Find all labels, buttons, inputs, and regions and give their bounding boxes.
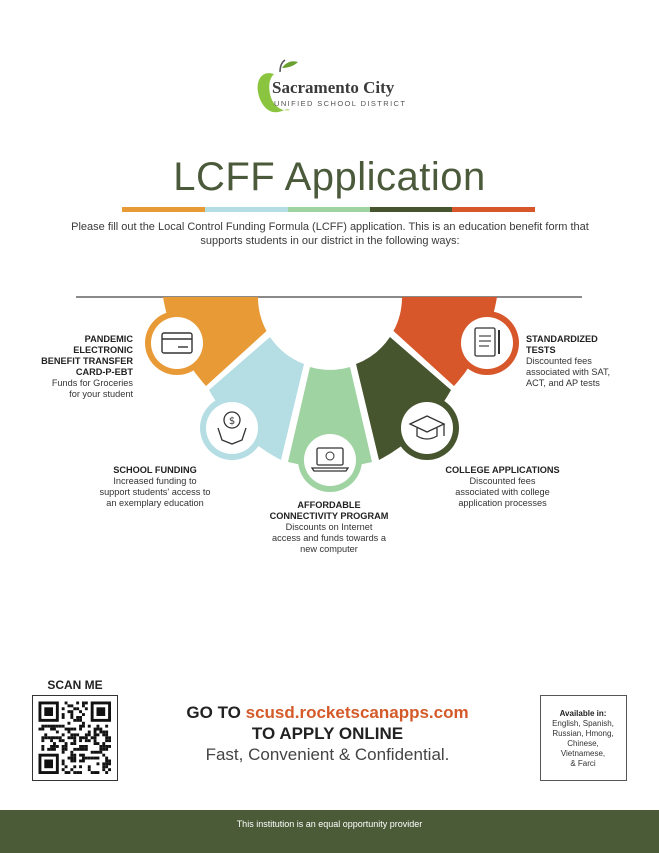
cta-go-to xyxy=(140,703,515,723)
qr-code[interactable] xyxy=(32,695,118,781)
benefit-college-label: COLLEGE APPLICATIONS Discounted fees associated with college application processes xyxy=(445,465,560,508)
scan-me-label: SCAN ME xyxy=(47,678,103,692)
intro-text: Please fill out the Local Control Funding Formula (LCFF) application. This is an education benefit form that supports students in our district in the following ways: xyxy=(71,221,589,247)
footer-bar xyxy=(0,810,659,853)
languages-list: English, Spanish, Russian, Hmong, Chinese, Vietnamese, & Farci xyxy=(552,719,614,768)
go-to-text: GO TO xyxy=(186,703,246,722)
application-url-link[interactable]: scusd.rocketscanapps.com xyxy=(245,703,469,722)
languages-title: Available in: xyxy=(559,709,607,718)
qr-code-icon xyxy=(33,696,117,780)
laptop-icon xyxy=(298,428,362,492)
page-title: LCFF Application xyxy=(173,155,486,199)
card-icon xyxy=(145,311,209,375)
svg-text:$: $ xyxy=(228,416,236,427)
benefit-ebt-label: PANDEMIC ELECTRONIC BENEFIT TRANSFER CARD-P-EBT Funds for Groceries for your student xyxy=(41,334,133,399)
logo-subtitle: UNIFIED SCHOOL DISTRICT xyxy=(274,99,407,108)
cta-tagline: Fast, Convenient & Confidential. xyxy=(205,745,450,764)
benefit-connectivity-label: AFFORDABLE CONNECTIVITY PROGRAM Discounts on Internet access and funds towards a new computer xyxy=(269,500,389,554)
logo-name: Sacramento City xyxy=(272,78,395,97)
hand-money-icon xyxy=(200,396,264,460)
cta-apply-online: TO APPLY ONLINE xyxy=(251,724,404,743)
graduation-cap-icon xyxy=(395,396,459,460)
test-paper-icon xyxy=(455,311,519,375)
benefit-school-funding-label: SCHOOL FUNDING Increased funding to support students' access to an exemplary education xyxy=(99,465,211,508)
benefit-tests-label: STANDARDIZED TESTS Discounted fees associated with SAT, ACT, and AP tests xyxy=(526,334,611,388)
footer-text: This institution is an equal opportunity provider xyxy=(236,819,423,829)
